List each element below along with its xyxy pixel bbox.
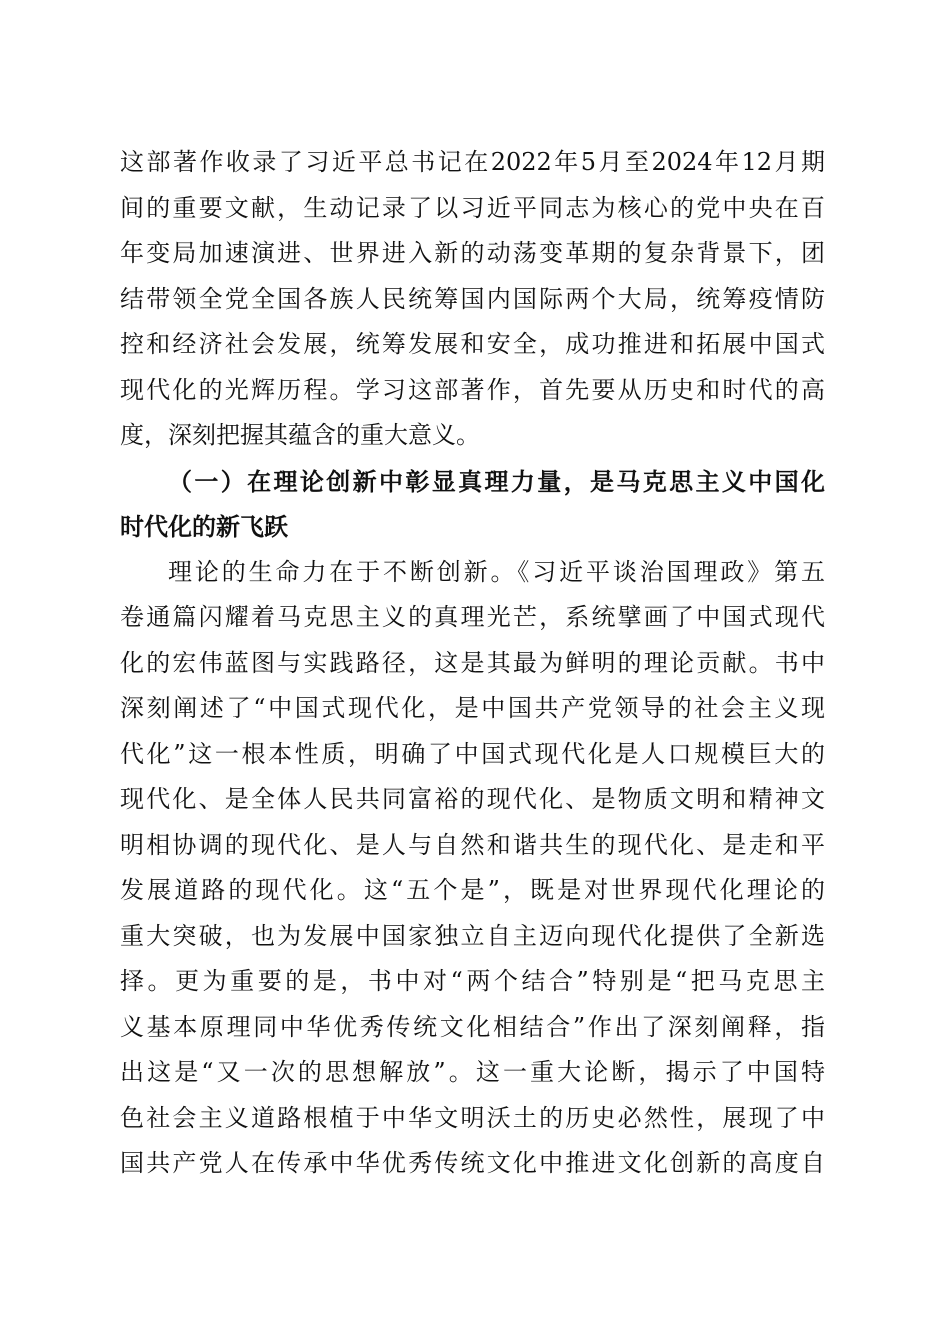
text-line: 重大突破，也为发展中国家独立自主迈向现代化提供了全新选 xyxy=(120,921,825,950)
text-line: 控和经济社会发展，统筹发展和安全，成功推进和拓展中国式 xyxy=(120,330,825,358)
text-line: 化的宏伟蓝图与实践路径，这是其最为鲜明的理论贡献。书中 xyxy=(120,648,825,677)
text-line: 卷通篇闪耀着马克思主义的真理光芒，系统擘画了中国式现代 xyxy=(120,603,825,631)
text-line: 现代化、是全体人民共同富裕的现代化、是物质文明和精神文 xyxy=(120,785,825,813)
text-line: 现代化的光辉历程。学习这部著作，首先要从历史和时代的高 xyxy=(120,375,825,404)
text-line: 间的重要文献，生动记录了以习近平同志为核心的党中央在百 xyxy=(120,193,825,222)
text-line: 择。更为重要的是，书中对“两个结合”特别是“把马克思主 xyxy=(120,967,825,995)
heading-line: 时代化的新飞跃 xyxy=(120,512,288,541)
text-line: 年变局加速演进、世界进入新的动荡变革期的复杂背景下，团 xyxy=(120,239,825,267)
intro-paragraph xyxy=(120,140,825,459)
text-line: 深刻阐述了“中国式现代化，是中国共产党领导的社会主义现 xyxy=(120,694,825,722)
text-line: 度，深刻把握其蕴含的重大意义。 xyxy=(120,421,480,449)
text-line: 代化”这一根本性质，明确了中国式现代化是人口规模巨大的 xyxy=(120,739,825,768)
text-line: 出这是“又一次的思想解放”。这一重大论断，揭示了中国特 xyxy=(120,1058,825,1086)
text-line: 明相协调的现代化、是人与自然和谐共生的现代化、是走和平 xyxy=(120,830,825,859)
heading-line: （一）在理论创新中彰显真理力量，是马克思主义中国化 xyxy=(168,466,825,496)
body-paragraph xyxy=(120,550,825,1187)
section-heading xyxy=(120,459,825,550)
text-line: 发展道路的现代化。这“五个是”，既是对世界现代化理论的 xyxy=(120,876,825,904)
text-line: 国共产党人在传承中华优秀传统文化中推进文化创新的高度自 xyxy=(120,1149,825,1177)
text-line: 结带领全党全国各族人民统筹国内国际两个大局，统筹疫情防 xyxy=(120,284,825,313)
text-line: 理论的生命力在于不断创新。《习近平谈治国理政》第五 xyxy=(168,557,825,586)
document-body xyxy=(120,140,825,1187)
text-line: 色社会主义道路根植于中华文明沃土的历史必然性，展现了中 xyxy=(120,1103,825,1132)
text-line: 义基本原理同中华优秀传统文化相结合”作出了深刻阐释，指 xyxy=(120,1012,825,1041)
text-line: 这部著作收录了习近平总书记在2022年5月至2024年12月期 xyxy=(120,148,825,176)
